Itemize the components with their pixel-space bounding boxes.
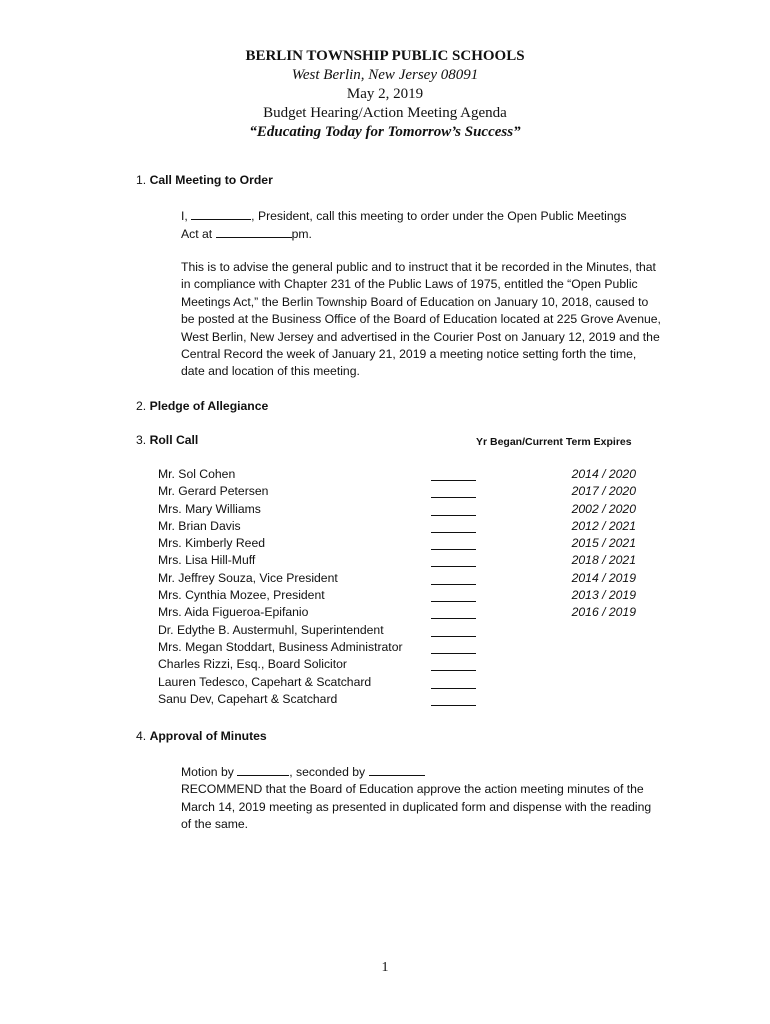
roll-call-row: [158, 691, 638, 708]
attendance-blank: [431, 691, 476, 706]
section-number: 4.: [136, 729, 147, 743]
motion-line: [181, 763, 663, 781]
member-term: 2002 / 2020: [571, 501, 636, 516]
motion-by-blank: [237, 763, 289, 776]
roll-call-row: [158, 656, 638, 673]
public-notice-paragraph: [181, 259, 663, 381]
roll-call-row: [158, 483, 638, 500]
meeting-date: May 2, 2019: [346, 86, 424, 102]
district-motto: “Educating Today for Tomorrow’s Success”: [249, 124, 521, 140]
member-term: 2013 / 2019: [571, 588, 636, 603]
attendance-blank: [431, 674, 476, 689]
attendance-blank: [431, 639, 476, 654]
page-number: 1: [381, 960, 389, 975]
minutes-motion-block: [181, 763, 663, 834]
president-name-blank: [191, 207, 251, 220]
roll-call-row: [158, 604, 638, 621]
section-roll-call-heading: [136, 432, 198, 449]
roll-call-row: [158, 535, 638, 552]
motion-prefix: Motion by: [181, 765, 234, 779]
attendance-blank: [431, 466, 476, 481]
member-name: Charles Rizzi, Esq., Board Solicitor: [158, 657, 347, 672]
statement-prefix: I,: [181, 209, 188, 223]
roll-call-row: [158, 552, 638, 569]
attendance-blank: [431, 483, 476, 498]
roll-call-row: [158, 501, 638, 518]
section-label: Call Meeting to Order: [149, 173, 273, 187]
member-name: Dr. Edythe B. Austermuhl, Superintendent: [158, 622, 384, 637]
member-name: Lauren Tedesco, Capehart & Scatchard: [158, 674, 372, 689]
attendance-blank: [431, 656, 476, 671]
member-name: Mrs. Mary Williams: [158, 501, 261, 516]
member-term: 2018 / 2021: [571, 553, 636, 568]
time-suffix: pm.: [291, 227, 312, 242]
member-name: Mr. Jeffrey Souza, Vice President: [158, 570, 338, 585]
recommend-text: RECOMMEND that the Board of Education approve the action meeting minutes of the March 14, 2019 meeting as presented in duplicated form and dispense with the reading of the same.: [181, 782, 652, 832]
roll-call-row: [158, 518, 638, 535]
member-name: Mr. Gerard Petersen: [158, 484, 269, 499]
section-label: Approval of Minutes: [149, 729, 267, 743]
member-term: 2015 / 2021: [571, 536, 636, 551]
attendance-blank: [431, 587, 476, 602]
section-number: 3.: [136, 433, 147, 447]
section-pledge-heading: [136, 398, 268, 415]
attendance-blank: [431, 570, 476, 585]
member-term: 2017 / 2020: [571, 484, 636, 499]
section-number: 1.: [136, 173, 147, 187]
member-name: Sanu Dev, Capehart & Scatchard: [158, 691, 338, 706]
member-term: 2016 / 2019: [571, 605, 636, 620]
attendance-blank: [431, 501, 476, 516]
section-call-to-order-heading: [136, 172, 273, 189]
seconded-by-blank: [369, 763, 425, 776]
member-term: 2014 / 2020: [571, 467, 636, 481]
term-column-header: Yr Began/Current Term Expires: [476, 436, 632, 448]
section-label: Roll Call: [149, 433, 199, 447]
roll-call-row: [158, 466, 638, 483]
statement-suffix: , President, call this meeting to order under the Open Public Meetings: [251, 209, 627, 223]
section-number: 2.: [136, 399, 147, 413]
member-term: 2014 / 2019: [571, 570, 636, 585]
roll-call-list: [158, 466, 638, 708]
member-name: Mrs. Lisa Hill-Muff: [158, 553, 256, 568]
meeting-type: Budget Hearing/Action Meeting Agenda: [263, 105, 507, 121]
member-name: Mrs. Megan Stoddart, Business Administrator: [158, 639, 403, 654]
call-to-order-line-2: [181, 225, 661, 243]
member-name: Mrs. Cynthia Mozee, President: [158, 588, 325, 603]
attendance-blank: [431, 518, 476, 533]
roll-call-row: [158, 639, 638, 656]
member-name: Mr. Brian Davis: [158, 518, 241, 533]
attendance-blank: [431, 622, 476, 637]
section-minutes-heading: [136, 728, 267, 745]
attendance-blank: [431, 535, 476, 550]
member-term: 2012 / 2021: [571, 518, 636, 533]
call-to-order-statement: [181, 207, 661, 244]
member-name: Mrs. Kimberly Reed: [158, 536, 266, 551]
time-prefix: Act at: [181, 227, 213, 242]
roll-call-row: [158, 674, 638, 691]
member-name: Mr. Sol Cohen: [158, 467, 236, 481]
public-notice-text: This is to advise the general public and to instruct that it be recorded in the Minutes, that in compliance with Chapter 231 of the Public Laws of 1975, entitled the “Open Public Meetings Act,” the Berlin Township Board of Education on January 10, 2018, caused to be posted at the Business Office of the Board of Education located at 225 Grove Avenue, West Berlin, New Jersey and advertised in the Courier Post on January 12, 2019 and the Central Record the week of January 21, 2019 a meeting notice setting forth the time, date and location of this meeting.: [181, 260, 661, 379]
attendance-blank: [431, 604, 476, 619]
time-blank: [216, 225, 292, 238]
roll-call-row: [158, 570, 638, 587]
member-name: Mrs. Aida Figueroa-Epifanio: [158, 605, 309, 620]
district-title: BERLIN TOWNSHIP PUBLIC SCHOOLS: [245, 48, 525, 64]
call-to-order-line-1: [181, 207, 661, 225]
roll-call-row: [158, 622, 638, 639]
document-header: [0, 47, 770, 142]
section-label: Pledge of Allegiance: [149, 399, 269, 413]
attendance-blank: [431, 552, 476, 567]
district-location: West Berlin, New Jersey 08091: [291, 67, 479, 83]
motion-middle: , seconded by: [289, 765, 366, 779]
roll-call-row: [158, 587, 638, 604]
